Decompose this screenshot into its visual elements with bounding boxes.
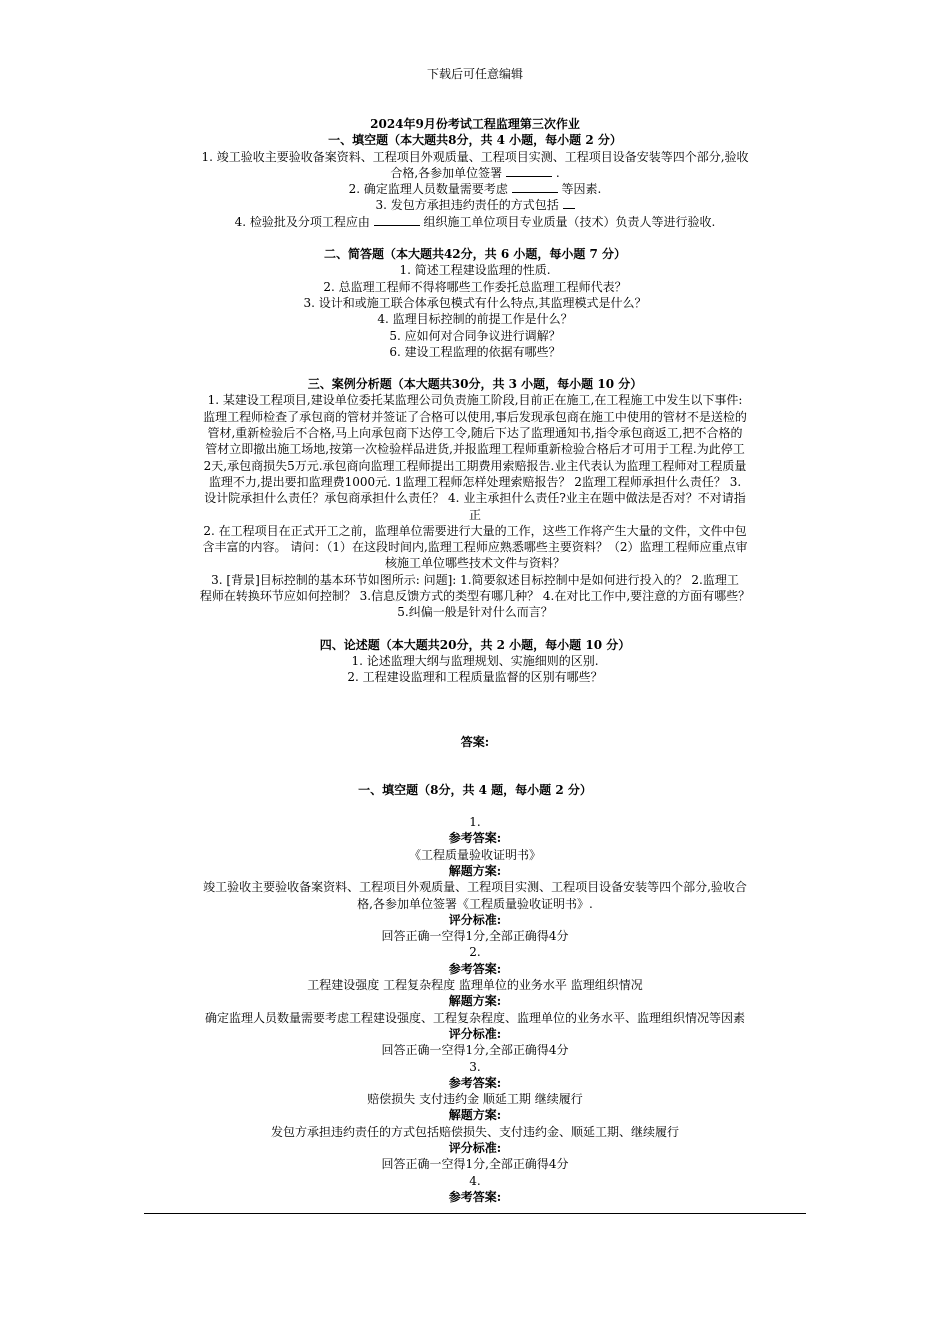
solution-text: 确定监理人员数量需要考虑工程建设强度、工程复杂程度、监理单位的业务水平、监理组织情况等因素 bbox=[204, 1010, 745, 1025]
document-body bbox=[144, 116, 806, 1205]
answer-blank bbox=[506, 166, 552, 177]
answer-number: 2. bbox=[469, 945, 481, 960]
s3-case-1-line: 2天,承包商损失5万元.承包商向监理工程师提出工期费用索赔报告.业主代表认为监理工程师对工程质量 bbox=[203, 458, 747, 473]
s3-case-1-line: 管材立即撤出施工场地,按第一次检验样品进货,并报监理工程师重新检验合格后才可用于工程.为此停工 bbox=[205, 442, 745, 457]
s2-question-2: 2. 总监理工程师不得将哪些工作委托总监理工程师代表？ bbox=[323, 279, 627, 294]
s1-question-1-line-2 bbox=[144, 165, 806, 181]
section-1-heading: 一、填空题（本大题共8分，共 4 小题，每小题 2 分） bbox=[328, 133, 622, 148]
s3-case-2-line: 核施工单位哪些技术文件与资料？ bbox=[384, 556, 565, 571]
s1-q4-text: 4. 检验批及分项工程应由 bbox=[234, 214, 370, 229]
reference-answer: 工程建设强度 工程复杂程度 监理单位的业务水平 监理组织情况 bbox=[307, 978, 643, 993]
s1-question-1-line-1: 1. 竣工验收主要验收备案资料、工程项目外观质量、工程项目实测、工程项目设备安装等四个部分,验收 bbox=[201, 149, 749, 164]
s1-question-2 bbox=[144, 181, 806, 197]
s3-case-1-line: 正 bbox=[468, 507, 481, 522]
solution-text: 竣工验收主要验收备案资料、工程项目外观质量、工程项目实测、工程项目设备安装等四个部分,验收合 bbox=[203, 880, 747, 895]
s2-question-1: 1. 简述工程建设监理的性质. bbox=[399, 263, 551, 278]
scoring-label: 评分标准: bbox=[448, 912, 502, 927]
s3-case-1-line: 监理不力,提出要扣监理费1000元. 1监理工程师怎样处理索赔报告？ 2监理工程师承担什么责任？ 3. bbox=[208, 474, 742, 489]
s1-q4-end: 组织施工单位项目专业质量（技术）负责人等进行验收. bbox=[423, 214, 716, 229]
solution-label: 解题方案: bbox=[448, 863, 502, 878]
scoring-label: 评分标准: bbox=[448, 1141, 502, 1156]
s3-case-3-line: 3. [背景]目标控制的基本环节如图所示: 问题]: 1.简要叙述目标控制中是如何进行投入的？ 2.监理工 bbox=[211, 572, 739, 587]
answer-blank bbox=[374, 215, 420, 226]
s1-q1-end: . bbox=[555, 165, 560, 180]
answer-blank bbox=[563, 198, 575, 209]
s3-case-1-line: 管材,重新检验后不合格,马上向承包商下达停工令,随后下达了监理通知书,指令承包商返工,把不合格的 bbox=[207, 426, 743, 441]
section-4-heading: 四、论述题（本大题共20分，共 2 小题，每小题 10 分） bbox=[319, 637, 631, 652]
reference-answer-label: 参考答案: bbox=[448, 1189, 502, 1204]
s2-question-4: 4. 监理目标控制的前提工作是什么？ bbox=[377, 312, 573, 327]
reference-answer-label: 参考答案: bbox=[448, 831, 502, 846]
s3-case-3-line: 5.纠偏一般是针对什么而言？ bbox=[397, 605, 553, 620]
s3-case-2-line: 2. 在工程项目在正式开工之前，监理单位需要进行大量的工作，这些工作将产生大量的文件，文件中包 bbox=[203, 523, 747, 538]
reference-answer: 赔偿损失 支付违约金 顺延工期 继续履行 bbox=[367, 1092, 583, 1107]
reference-answer: 《工程质量验收证明书》 bbox=[408, 847, 541, 862]
s2-question-5: 5. 应如何对合同争议进行调解？ bbox=[389, 328, 561, 343]
s4-question-2: 2. 工程建设监理和工程质量监督的区别有哪些？ bbox=[347, 670, 603, 685]
scoring-label: 评分标准: bbox=[448, 1026, 502, 1041]
s4-question-1: 1. 论述监理大纲与监理规划、实施细则的区别. bbox=[351, 653, 599, 668]
s3-case-2-line: 含丰富的内容。 请问：（1）在这段时间内,监理工程师应熟悉哪些主要资料？（2）监理工程师应重点审 bbox=[202, 540, 748, 555]
reference-answer-label: 参考答案: bbox=[448, 1075, 502, 1090]
document-title: 2024年9月份考试工程监理第三次作业 bbox=[370, 117, 580, 131]
s1-question-3 bbox=[144, 197, 806, 213]
s3-case-1-line: 设计院承担什么责任？承包商承担什么责任？ 4. 业主承担什么责任?业主在题中做法是否对？不对请指 bbox=[204, 491, 746, 506]
reference-answer-label: 参考答案: bbox=[448, 961, 502, 976]
answer-number: 3. bbox=[469, 1059, 481, 1074]
s1-q3-text: 3. 发包方承担违约责任的方式包括 bbox=[375, 198, 559, 213]
s1-q2-text: 2. 确定监理人员数量需要考虑 bbox=[348, 182, 508, 197]
answers-heading: 答案: bbox=[460, 734, 490, 749]
s1-question-4 bbox=[144, 214, 806, 230]
s2-question-3: 3. 设计和或施工联合体承包模式有什么特点,其监理模式是什么？ bbox=[303, 295, 647, 310]
section-3-heading: 三、案例分析题（本大题共30分，共 3 小题，每小题 10 分） bbox=[307, 377, 643, 392]
s3-case-3-line: 程师在转换环节应如何控制？ 3.信息反馈方式的类型有哪几种？ 4.在对比工作中,要注意的方面有哪些？ bbox=[199, 589, 751, 604]
scoring-text: 回答正确一空得1分,全部正确得4分 bbox=[381, 929, 569, 944]
s3-case-1-line: 1. 某建设工程项目,建设单位委托某监理公司负责施工阶段,目前正在施工,在工程施工中发生以下事件: bbox=[207, 393, 743, 408]
solution-text: 发包方承担违约责任的方式包括赔偿损失、支付违约金、顺延工期、继续履行 bbox=[270, 1124, 679, 1139]
answer-blank bbox=[512, 182, 558, 193]
answer-number: 1. bbox=[469, 815, 481, 830]
solution-label: 解题方案: bbox=[448, 1108, 502, 1123]
s2-question-6: 6. 建设工程监理的依据有哪些？ bbox=[389, 344, 561, 359]
s1-q2-end: 等因素. bbox=[561, 182, 602, 197]
answers-section-1-heading: 一、填空题（8分，共 4 题，每小题 2 分） bbox=[358, 782, 592, 797]
scoring-text: 回答正确一空得1分,全部正确得4分 bbox=[381, 1157, 569, 1172]
page-bottom-rule bbox=[144, 1213, 806, 1214]
scoring-text: 回答正确一空得1分,全部正确得4分 bbox=[381, 1043, 569, 1058]
solution-label: 解题方案: bbox=[448, 994, 502, 1009]
solution-text: 格,各参加单位签署《工程质量验收证明书》. bbox=[357, 896, 593, 911]
answer-number: 4. bbox=[469, 1173, 481, 1188]
s3-case-1-line: 监理工程师检查了承包商的管材并签证了合格可以使用,事后发现承包商在施工中使用的管材不是送检的 bbox=[203, 409, 747, 424]
s1-q1-text: 合格,各参加单位签署 bbox=[390, 165, 503, 180]
section-2-heading: 二、简答题（本大题共42分，共 6 小题，每小题 7 分） bbox=[323, 247, 627, 262]
page-header-note: 下载后可任意编辑 bbox=[426, 67, 523, 81]
